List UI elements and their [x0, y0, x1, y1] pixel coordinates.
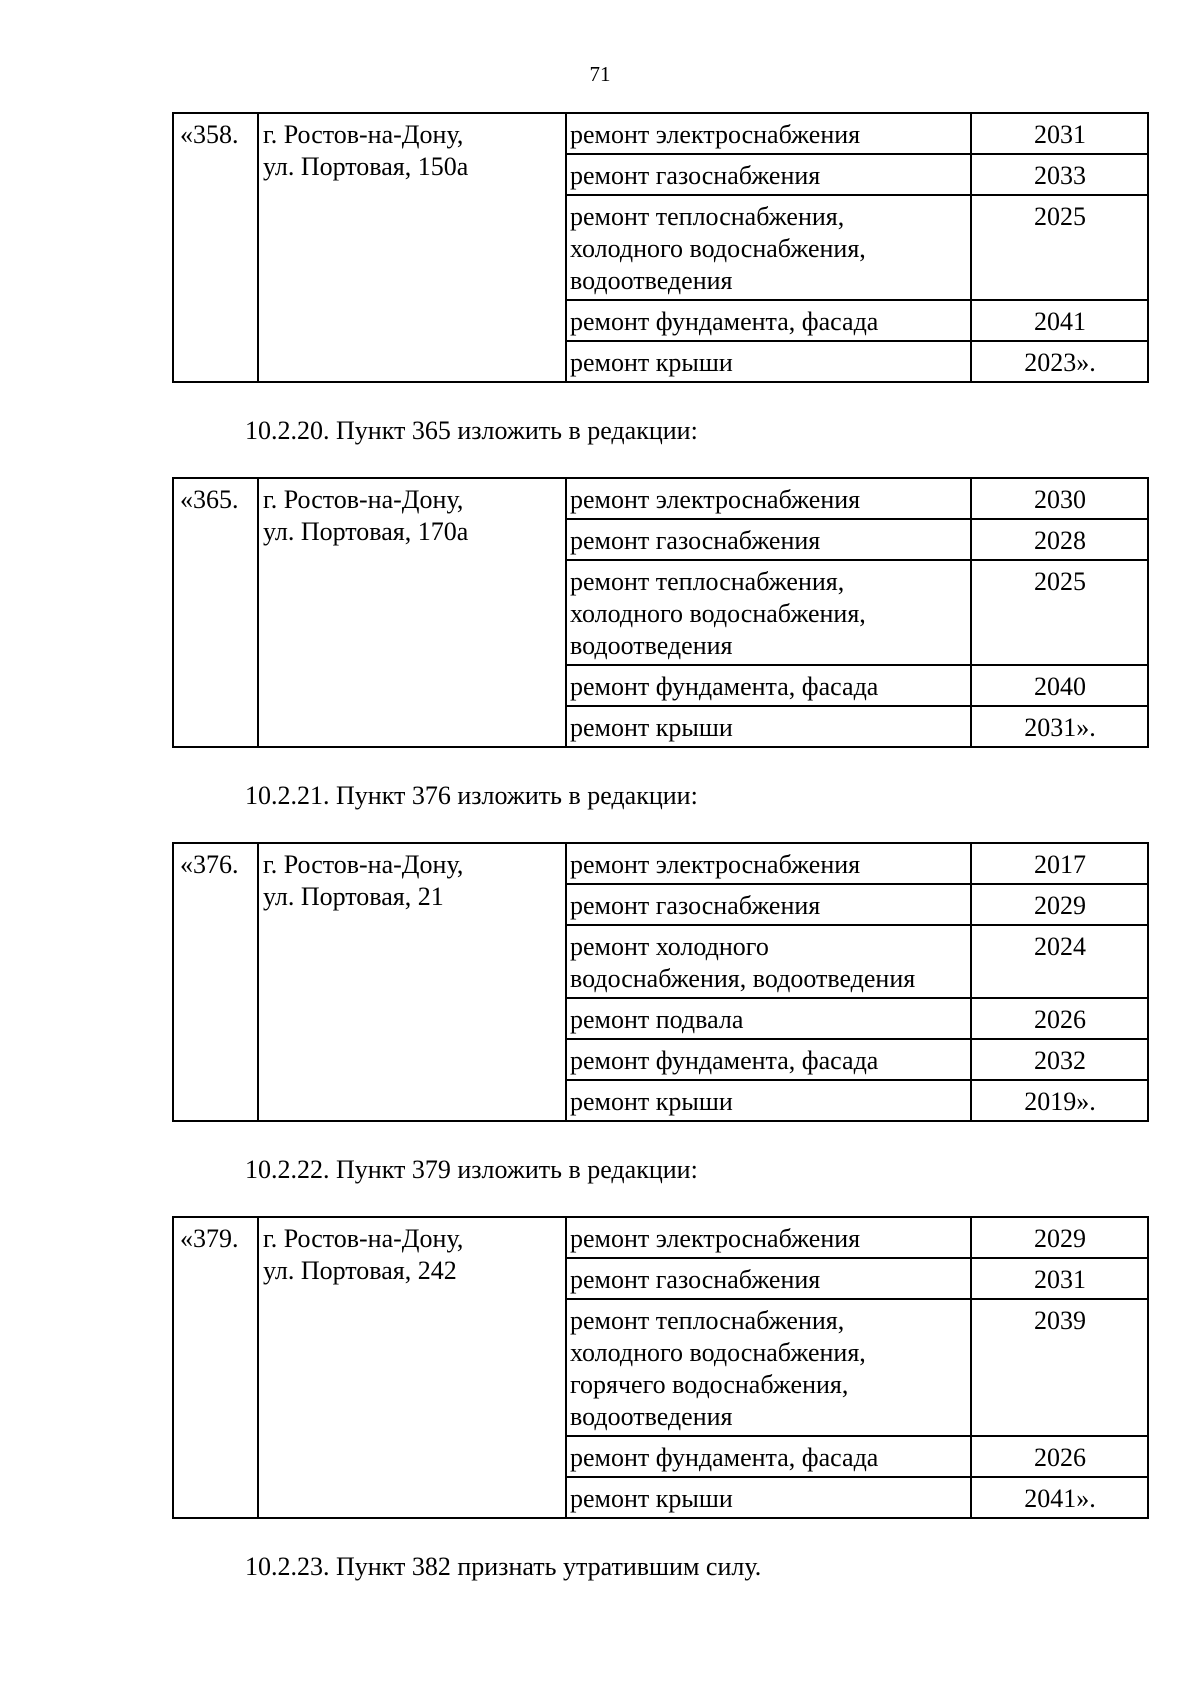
work-line: ремонт электроснабжения: [570, 485, 861, 514]
work-line: ремонт крыши: [570, 713, 733, 742]
work-type-cell: [566, 195, 971, 300]
work-type-cell: [566, 560, 971, 665]
work-type-cell: [566, 1477, 971, 1518]
work-line: водоотведения: [570, 631, 733, 660]
work-line: ремонт крыши: [570, 348, 733, 377]
amendment-table-358: [172, 112, 1149, 383]
work-line: ремонт электроснабжения: [570, 850, 861, 879]
work-line: ремонт фундамента, фасада: [570, 1443, 879, 1472]
amendment-heading: 10.2.22. Пункт 379 изложить в редакции:: [245, 1155, 698, 1184]
address-line: г. Ростов-на-Дону,: [263, 1224, 464, 1253]
year-cell: 2031».: [971, 706, 1148, 747]
work-line: ремонт крыши: [570, 1484, 733, 1513]
work-type-cell: [566, 925, 971, 998]
work-line: холодного водоснабжения,: [570, 599, 866, 628]
work-line: ремонт фундамента, фасада: [570, 1046, 879, 1075]
work-line: ремонт теплоснабжения,: [570, 202, 845, 231]
table-row: [173, 1217, 1148, 1258]
year-cell: 2040: [971, 665, 1148, 706]
work-type-cell: [566, 300, 971, 341]
work-line: ремонт газоснабжения: [570, 161, 821, 190]
address-cell: [258, 113, 566, 382]
year-cell: 2028: [971, 519, 1148, 560]
work-type-cell: [566, 884, 971, 925]
work-type-cell: [566, 478, 971, 519]
year-cell: 2031: [971, 1258, 1148, 1299]
year-cell: 2032: [971, 1039, 1148, 1080]
work-type-cell: [566, 1217, 971, 1258]
work-line: ремонт фундамента, фасада: [570, 307, 879, 336]
work-type-cell: [566, 341, 971, 382]
work-type-cell: [566, 1258, 971, 1299]
address-line: г. Ростов-на-Дону,: [263, 120, 464, 149]
year-cell: 2023».: [971, 341, 1148, 382]
work-line: холодного водоснабжения,: [570, 234, 866, 263]
table-row: [173, 843, 1148, 884]
item-number-cell: «365.: [173, 478, 258, 747]
year-cell: 2025: [971, 560, 1148, 665]
item-number-cell: «358.: [173, 113, 258, 382]
amendment-table-379: [172, 1216, 1149, 1519]
address-line: ул. Портовая, 21: [263, 882, 444, 911]
work-line: ремонт электроснабжения: [570, 120, 861, 149]
work-line: водоснабжения, водоотведения: [570, 964, 916, 993]
year-cell: 2029: [971, 1217, 1148, 1258]
year-cell: 2025: [971, 195, 1148, 300]
year-cell: 2033: [971, 154, 1148, 195]
address-line: ул. Портовая, 242: [263, 1256, 457, 1285]
year-cell: 2041: [971, 300, 1148, 341]
table-row: [173, 478, 1148, 519]
work-line: холодного водоснабжения,: [570, 1338, 866, 1367]
address-line: ул. Портовая, 170а: [263, 517, 469, 546]
amendment-heading: 10.2.21. Пункт 376 изложить в редакции:: [245, 781, 698, 810]
item-number-cell: «376.: [173, 843, 258, 1121]
work-type-cell: [566, 1299, 971, 1436]
work-line: ремонт газоснабжения: [570, 891, 821, 920]
work-line: ремонт теплоснабжения,: [570, 1306, 845, 1335]
year-cell: 2017: [971, 843, 1148, 884]
year-cell: 2031: [971, 113, 1148, 154]
work-type-cell: [566, 1039, 971, 1080]
amendment-table-365: [172, 477, 1149, 748]
work-line: водоотведения: [570, 266, 733, 295]
work-type-cell: [566, 706, 971, 747]
work-line: ремонт крыши: [570, 1087, 733, 1116]
year-cell: 2041».: [971, 1477, 1148, 1518]
work-line: ремонт теплоснабжения,: [570, 567, 845, 596]
year-cell: 2030: [971, 478, 1148, 519]
address-line: г. Ростов-на-Дону,: [263, 850, 464, 879]
year-cell: 2026: [971, 998, 1148, 1039]
work-type-cell: [566, 113, 971, 154]
item-number-cell: «379.: [173, 1217, 258, 1518]
work-line: ремонт газоснабжения: [570, 1265, 821, 1294]
address-cell: [258, 1217, 566, 1518]
year-cell: 2024: [971, 925, 1148, 998]
amendment-heading: 10.2.20. Пункт 365 изложить в редакции:: [245, 416, 698, 445]
amendment-table-376: [172, 842, 1149, 1122]
final-paragraph: 10.2.23. Пункт 382 признать утратившим силу.: [245, 1552, 762, 1581]
year-cell: 2029: [971, 884, 1148, 925]
work-type-cell: [566, 1436, 971, 1477]
work-line: ремонт подвала: [570, 1005, 744, 1034]
address-cell: [258, 843, 566, 1121]
work-line: водоотведения: [570, 1402, 733, 1431]
work-line: ремонт фундамента, фасада: [570, 672, 879, 701]
address-line: ул. Портовая, 150а: [263, 152, 469, 181]
year-cell: 2019».: [971, 1080, 1148, 1121]
page-number: 71: [589, 62, 611, 86]
work-line: горячего водоснабжения,: [570, 1370, 849, 1399]
address-cell: [258, 478, 566, 747]
work-line: ремонт холодного: [570, 932, 769, 961]
work-type-cell: [566, 998, 971, 1039]
table-row: [173, 113, 1148, 154]
work-type-cell: [566, 154, 971, 195]
work-type-cell: [566, 843, 971, 884]
work-type-cell: [566, 665, 971, 706]
work-type-cell: [566, 1080, 971, 1121]
work-type-cell: [566, 519, 971, 560]
work-line: ремонт электроснабжения: [570, 1224, 861, 1253]
year-cell: 2039: [971, 1299, 1148, 1436]
year-cell: 2026: [971, 1436, 1148, 1477]
address-line: г. Ростов-на-Дону,: [263, 485, 464, 514]
work-line: ремонт газоснабжения: [570, 526, 821, 555]
